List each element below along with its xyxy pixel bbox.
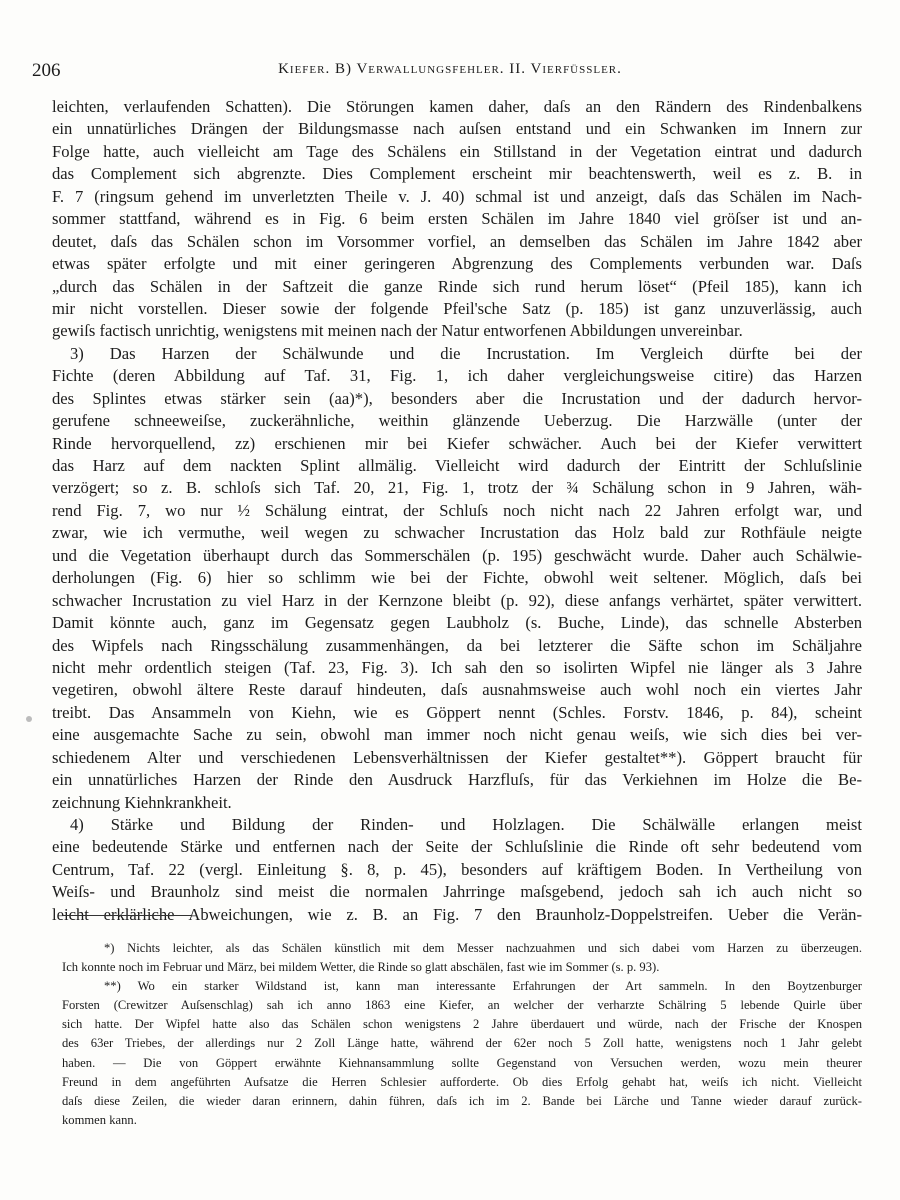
text-line: treibt. Das Ansammeln von Kiehn, wie es Göppert nennt (Schles. Forstv. 1846, p. 84), scheint	[52, 702, 862, 722]
section-heading-line: 4) Stärke und Bildung der Rinden- und Holzlagen. Die Schälwälle erlangen meist	[70, 815, 862, 834]
text-line: nicht mehr ordentlich steigen (Taf. 23, Fig. 3). Ich sah den so isolirten Wipfel nie länger als 3 Jahre	[52, 657, 862, 677]
text-line: „durch das Schälen in der Saftzeit die ganze Rinde sich rund herum löset“ (Pfeil 185), kann ich	[52, 276, 862, 296]
text-line: Fichte (deren Abbildung auf Taf. 31, Fig. 1, ich daher vergleichungsweise citire) das Harzen	[52, 366, 862, 386]
text-line: deutet, daſs das Schälen schon im Vorsommer vorfiel, an demselben das Schälen im Jahre 1842 aber	[52, 231, 862, 251]
text-line: eine ausgemachte Sache zu sein, obwohl man immer noch nicht genau weiſs, wie sich dies bei ver-	[52, 725, 862, 745]
text-line: des Wipfels nach Ringsschälung zusammenhängen, da bei letzterer die Säfte schon im Schäljahre	[52, 635, 862, 655]
text-line: schwacher Incrustation zu viel Harz in der Kernzone bleibt (p. 92), diese anfangs verhärtet, später verwittert.	[52, 590, 862, 610]
text-line: etwas später erfolgte und mit einer geringeren Abgrenzung des Complements verbunden war. Daſs	[52, 254, 862, 274]
footnote-line: **) Wo ein starker Wildstand ist, kann man interessante Erfahrungen der Art sammeln. In den Boytzenburger	[104, 979, 862, 994]
text-line: das Complement sich abgrenzte. Dies Complement erscheint mir beachtenswerth, weil es z. B. in	[52, 164, 862, 184]
footnote-line: Forsten (Crewitzer Auſsenschlag) sah ich anno 1863 eine Kiefer, an welcher der verharzte Schälring 5 lebende Quirle über	[62, 998, 862, 1013]
text-line: zeichnung Kiehnkrankheit.	[52, 792, 232, 812]
text-line: des Splintes etwas stärker sein (aa)*), besonders aber die Incrustation und der dadurch hervor-	[52, 388, 862, 408]
text-line: Weiſs- und Braunholz sind meist die normalen Jahrringe maſsgebend, jedoch sah ich auch nicht so	[52, 882, 862, 902]
page-number: 206	[32, 60, 61, 81]
text-line: Centrum, Taf. 22 (vergl. Einleitung §. 8, p. 45), besonders auf kräftigem Boden. In Vertheilung von	[52, 859, 862, 879]
text-line: rend Fig. 7, wo nur ½ Schälung eintrat, der Schluſs noch nicht nach 22 Jahren erfolgt war, und	[52, 500, 862, 520]
text-line: derholungen (Fig. 6) hier so schlimm wie bei der Fichte, obwohl weit seltener. Möglich, daſs bei	[52, 568, 862, 588]
footnote-rule	[62, 915, 192, 916]
footnote-line: Freund in dem angeführten Aufsatze die Herren Schlesier aufforderte. Ob dies Erfolg gehabt hat, weiſs ich nicht. Vielleicht	[62, 1074, 862, 1089]
text-line: Rinde hervorquellend, zz) erschienen mir bei Kiefer schwächer. Auch bei der Kiefer verwittert	[52, 433, 862, 453]
footnote-line: sich hatte. Der Wipfel hatte also das Schälen schon wenigstens 2 Jahre überdauert und würde, nach der Frische der Knospen	[62, 1017, 862, 1032]
text-line: leicht erklärliche Abweichungen, wie z. B. an Fig. 7 den Braunholz-Doppelstreifen. Ueber die Verän-	[52, 904, 862, 924]
text-line: F. 7 (ringsum gehend im unverletzten Theile v. J. 40) schmal ist und anzeigt, daſs das Schälen im Nach-	[52, 186, 862, 206]
text-line: mir nicht vorstellen. Dieser sowie der folgende Pfeil'sche Satz (p. 185) ist ganz unzuverlässig, auch	[52, 298, 862, 318]
text-line: zwar, wie ich vermuthe, weil wegen zu schwacher Incrustation das Holz bald zur Rothfäule neigte	[52, 523, 862, 543]
footnote-line: kommen kann.	[62, 1112, 137, 1127]
footnote-line: daſs diese Zeilen, die wieder daran erinnern, dahin führen, daſs ich im 2. Bande bei Lärche und Tanne wieder darauf zurück-	[62, 1093, 862, 1108]
body-text	[52, 96, 862, 926]
text-line: Folge hatte, auch vielleicht am Tage des Schälens ein Stillstand in der Vegetation eintrat und dadurch	[52, 141, 862, 161]
text-line: verzögert; so z. B. schloſs sich Taf. 20, 21, Fig. 1, trotz der ¾ Schälung schon in 9 Jahren, wäh-	[52, 478, 862, 498]
text-line: ein unnatürliches Drängen der Bildungsmasse nach auſsen entstand und ein Schwanken im Innern zur	[52, 119, 862, 139]
text-line: sommer stattfand, während es in Fig. 6 beim ersten Schälen im Jahre 1840 viel gröſser ist und an-	[52, 209, 862, 229]
text-line: vegetiren, obwohl ältere Reste darauf hindeuten, daſs ausnahmsweise auch wohl noch ein viertes Jahr	[52, 680, 862, 700]
footnote-line: Ich konnte noch im Februar und März, bei mildem Wetter, die Rinde so glatt abschälen, fast wie im Sommer (s. p. 93).	[62, 960, 660, 975]
text-line: eine bedeutende Stärke und entfernen nach der Seite der Schluſslinie die Rinde oft sehr bedeutend vom	[52, 837, 862, 857]
text-line: schiedenem Alter und verschiedenen Lebensverhältnissen der Kiefer gestaltet**). Göppert braucht für	[52, 747, 862, 767]
margin-ink-spot	[26, 716, 32, 722]
text-line: leichten, verlaufenden Schatten). Die Störungen kamen daher, daſs an den Rändern des Rindenbalkens	[52, 97, 862, 116]
text-line: das Harz auf dem nackten Splint allmälig. Vielleicht wird dadurch der Eintritt der Schluſslinie	[52, 456, 862, 475]
section-heading-line: 3) Das Harzen der Schälwunde und die Incrustation. Im Vergleich dürfte bei der	[70, 343, 862, 363]
text-line: gewiſs factisch unrichtig, wenigstens mit meinen nach der Natur entworfenen Abbildungen unvereinbar.	[52, 321, 743, 341]
running-head	[32, 60, 868, 84]
text-line: gerufene schneeweiſse, zuckerähnliche, weithin glänzende Ueberzug. Die Harzwälle (unter der	[52, 411, 862, 431]
text-line: und die Vegetation überhaupt durch das Sommerschälen (p. 195) geschwächt wurde. Daher auch Schälwie-	[52, 545, 862, 565]
footnote-line: haben. — Die von Göppert erwähnte Kiehnansammlung sollte Gegenstand von Versuchen werden, wozu mein theurer	[62, 1055, 862, 1070]
footnote-line: *) Nichts leichter, als das Schälen künstlich mit dem Messer nachzuahmen und sich dabei vom Harzen zu überzeugen.	[104, 941, 862, 955]
text-line: Damit könnte auch, ganz im Gegensatz gegen Laubholz (s. Buche, Linde), das schnelle Absterben	[52, 613, 862, 633]
text-line: ein unnatürliches Harzen der Rinde den Ausdruck Harzfluſs, für das Verkiehnen im Holze die Be-	[52, 770, 862, 790]
footnote-line: des 63er Triebes, der allerdings nur 2 Zoll Länge hatte, während der 62er noch 5 Zoll hatte, wenigstens noch 1 Jahr gelebt	[62, 1036, 862, 1051]
footnotes	[62, 939, 862, 1130]
running-title: Kiefer. B) Verwallungsfehler. II. Vierfüssler.	[278, 61, 622, 77]
